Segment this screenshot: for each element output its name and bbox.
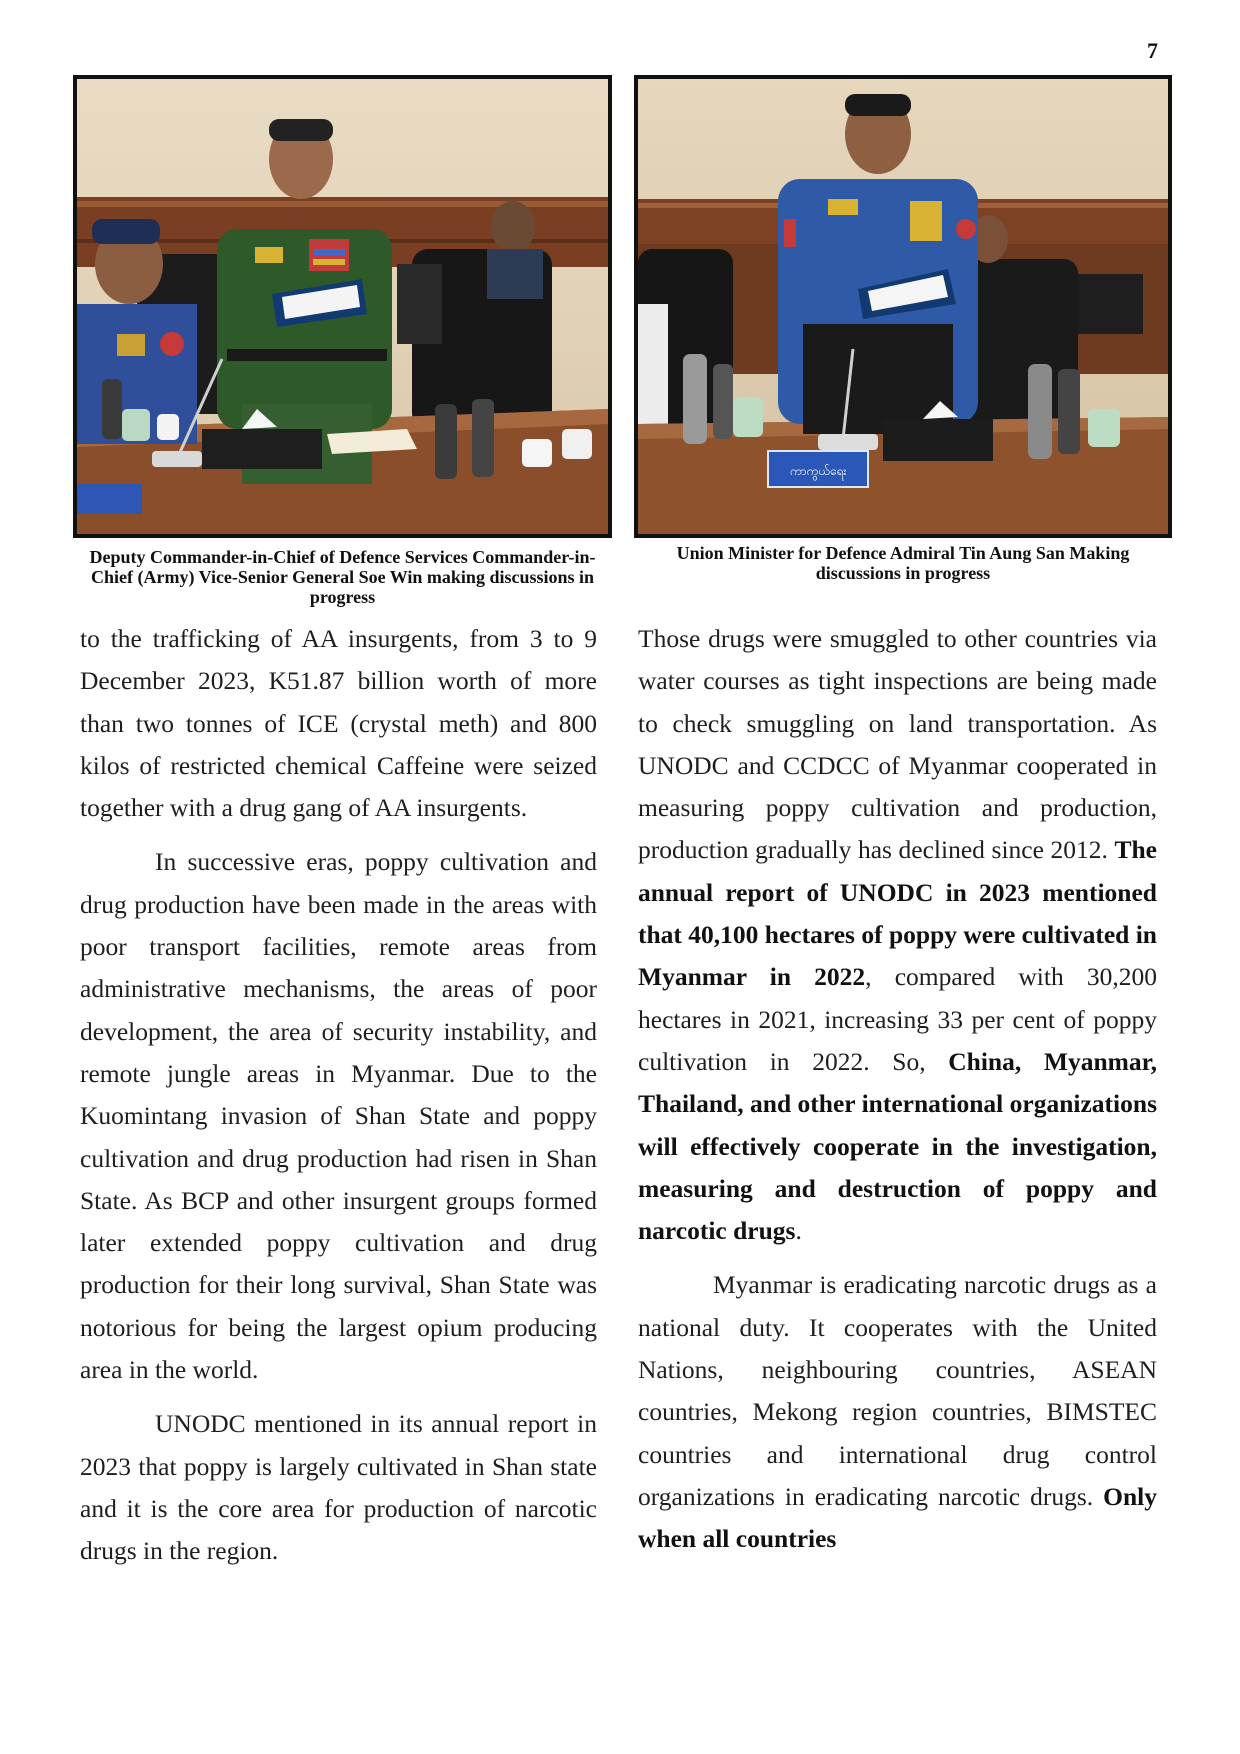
photo-caption-right: Union Minister for Defence Admiral Tin Aung San Making discussions in progress — [676, 543, 1130, 583]
bold-text-run: China, Myanmar, Thailand, and other international organizations will effectively cooperate in the investigation, measuring and destruction of poppy and narcotic drugs — [638, 1046, 1157, 1246]
text-run: Myanmar is eradicating narcotic drugs as a national duty. It cooperates with the United Nations, neighbouring countries, ASEAN countries, Mekong region countries, BIMSTEC countries and international drug control organizations in eradicating narcotic drugs. — [638, 1270, 1157, 1511]
photo-deputy-commander — [73, 75, 612, 538]
text-run: , compared with 30,200 hectares in 2021, increasing 33 per cent of poppy cultivation in 2022. So, — [638, 962, 1157, 1076]
bold-text-run: Only when all countries — [638, 1481, 1157, 1554]
bold-text-run: The annual report of UNODC in 2023 mentioned that 40,100 hectares of poppy were cultivated in Myanmar in 2022 — [638, 835, 1157, 992]
photo-union-minister — [634, 75, 1172, 538]
article-column-left — [80, 618, 597, 1585]
nameplate-label: ကာကွယ်ရေး — [789, 464, 847, 478]
article-column-right — [638, 618, 1157, 1573]
meeting-photo-right — [638, 79, 1168, 534]
paragraph: to the trafficking of AA insurgents, from 3 to 9 December 2023, K51.87 billion worth of more than two tonnes of ICE (crystal meth) and 800 kilos of restricted chemical Caffeine were seized together with a drug gang of AA insurgents. — [80, 624, 597, 823]
page-number: 7 — [1147, 38, 1158, 63]
text-run: . — [795, 1216, 802, 1246]
photo-caption-left: Deputy Commander-in-Chief of Defence Services Commander-in-Chief (Army) Vice-Senior General Soe Win making discussions in progress — [89, 547, 596, 607]
paragraph: In successive eras, poppy cultivation and drug production have been made in the areas with poor transport facilities, remote areas from administrative mechanisms, the areas of poor development, the area of security instability, and remote jungle areas in Myanmar. Due to the Kuomintang invasion of Shan State and poppy cultivation and drug production had risen in Shan State. As BCP and other insurgent groups formed later extended poppy cultivation and drug production for their long survival, Shan State was notorious for being the largest opium producing area in the world. — [80, 847, 597, 1385]
paragraph: UNODC mentioned in its annual report in 2023 that poppy is largely cultivated in Shan state and it is the core area for production of narcotic drugs in the region. — [80, 1409, 597, 1566]
paragraph — [638, 1264, 1157, 1560]
paragraph — [638, 618, 1157, 1252]
text-run: Those drugs were smuggled to other countries via water courses as tight inspections are being made to check smuggling on land transportation. As UNODC and CCDCC of Myanmar cooperated in measuring poppy cultivation and production, production gradually has declined since 2012. — [638, 624, 1157, 865]
meeting-photo-left — [77, 79, 608, 534]
